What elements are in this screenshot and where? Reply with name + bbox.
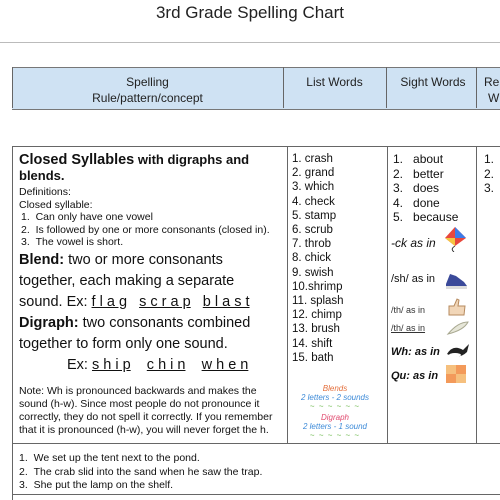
list-item: 3. xyxy=(484,181,495,195)
feather-icon xyxy=(446,320,470,336)
concept-heading-line2: blends. xyxy=(19,168,65,183)
list-item: 2. The crab slid into the sand when he saw the trap. xyxy=(19,465,263,478)
header-review-label2: W xyxy=(488,91,500,105)
concept-heading-rest: with digraphs and xyxy=(134,152,250,167)
blend-def-3: sound. Ex: xyxy=(19,293,92,310)
column-divider xyxy=(476,146,477,443)
list-item: 5. because xyxy=(393,210,459,224)
list-item: 15. bath xyxy=(292,351,334,364)
whale-icon xyxy=(445,340,471,362)
kite-icon xyxy=(442,226,468,252)
table-header-row xyxy=(12,67,500,110)
list-item: 1. crash xyxy=(292,153,333,165)
column-divider xyxy=(386,67,387,108)
list-item: 4. done xyxy=(393,195,440,210)
sight-words xyxy=(393,152,458,225)
card-title-blends: Blends xyxy=(322,384,348,393)
blend-definition xyxy=(19,250,281,376)
card-line-digraph: 2 letters - 1 sound xyxy=(302,422,368,431)
card-examples: ~ ~ ~ ~ ~ ~ xyxy=(309,431,361,440)
header-list-words: List Words xyxy=(306,75,363,89)
rules-list xyxy=(19,211,281,249)
list-item: 11. splash xyxy=(292,295,344,308)
list-item: 10.shrimp xyxy=(292,280,343,293)
digraph-example: w h e n xyxy=(201,356,249,373)
rule-item: 3. The vowel is short. xyxy=(21,236,124,248)
header-spelling xyxy=(12,68,283,115)
digraph-def-1: two consonants combined xyxy=(78,314,251,331)
closed-syllable-label: Closed syllable: xyxy=(19,198,93,211)
row-divider xyxy=(12,494,500,495)
list-item: 13. brush xyxy=(292,323,340,336)
thumb-icon xyxy=(446,297,468,317)
list-words xyxy=(292,152,344,365)
list-item: 6. scrub xyxy=(292,224,333,237)
sound-th-2: /th/ as in xyxy=(391,323,426,333)
column-divider xyxy=(12,67,13,108)
header-spelling-label: Spelling xyxy=(126,75,169,89)
concept-heading xyxy=(19,152,281,168)
header-review xyxy=(484,68,500,115)
card-examples: ~ ~ ~ ~ ~ ~ xyxy=(309,402,361,411)
list-item: 3. which xyxy=(292,181,335,194)
quilt-icon xyxy=(445,364,467,384)
digraph-def-2: together to form only one sound. xyxy=(19,335,228,352)
list-item: 2. grand xyxy=(292,167,335,180)
card-title-digraph: Digraph xyxy=(320,413,349,422)
rule-item: 1. Can only have one vowel xyxy=(21,211,153,223)
review-column xyxy=(484,152,494,196)
digraph-term: Digraph: xyxy=(19,314,79,331)
sound-qu: Qu: as in xyxy=(391,370,439,382)
column-divider xyxy=(287,146,288,443)
blend-example: b l a s t xyxy=(202,293,250,310)
blend-def-2: together, each making a separate xyxy=(19,272,235,289)
list-item: 3. does xyxy=(393,181,440,195)
concept-cell xyxy=(19,152,281,376)
header-review-label: Re xyxy=(484,75,500,89)
sound-wh: Wh: as in xyxy=(391,346,440,358)
column-divider xyxy=(476,67,477,108)
list-item: 1. about xyxy=(393,152,444,166)
card-line-blends: 2 letters - 2 sounds xyxy=(300,393,370,402)
definitions-block xyxy=(19,186,281,249)
list-item: 5. stamp xyxy=(292,209,337,222)
digraph-example: s h i p xyxy=(91,356,131,373)
list-item: 14. shift xyxy=(292,337,333,350)
header-sight-words: Sight Words xyxy=(400,75,466,89)
row-divider xyxy=(12,443,500,444)
list-item: 12. chimp xyxy=(292,309,342,322)
page-title: 3rd Grade Spelling Chart xyxy=(155,3,345,22)
header-rule-label: Rule/pattern/concept xyxy=(92,91,203,105)
blend-term: Blend: xyxy=(19,251,65,268)
blend-example: s c r a p xyxy=(139,293,191,310)
digraph-ex-label: Ex: xyxy=(67,356,92,373)
rule-item: 2. Is followed by one or more consonants (closed in). xyxy=(21,223,270,236)
list-item: 2. xyxy=(484,166,495,181)
digraph-example: c h i n xyxy=(146,356,186,373)
list-item: 1. We set up the tent next to the pond. xyxy=(19,452,200,464)
list-item: 7. throb xyxy=(292,238,332,251)
sound-ck: -ck as in xyxy=(391,236,436,250)
list-item: 3. She put the lamp on the shelf. xyxy=(19,479,174,491)
column-divider xyxy=(283,67,284,108)
blend-example: f l a g xyxy=(91,293,128,310)
sentences-list xyxy=(19,452,262,493)
list-item: 1. xyxy=(484,152,495,166)
column-divider xyxy=(12,146,13,500)
blend-digraph-card xyxy=(294,384,376,440)
shoe-icon xyxy=(444,268,468,290)
list-item: 2. better xyxy=(393,166,444,181)
divider xyxy=(0,42,500,43)
list-item: 8. chick xyxy=(292,252,331,265)
row-divider xyxy=(12,146,500,147)
concept-heading-main: Closed Syllables xyxy=(19,152,135,168)
list-item: 4. check xyxy=(292,195,335,208)
sound-sh: /sh/ as in xyxy=(391,273,436,285)
list-item: 9. swish xyxy=(292,266,334,279)
note-text: Note: Wh is pronounced backwards and makes the sound (h-w). Since most people do not pronounce it correctly, they do not spell it correctly. If you remember that it is pronounced (h-w), you will never forget the h. xyxy=(19,385,273,436)
sound-th-1: /th/ as in xyxy=(391,305,426,315)
column-divider xyxy=(387,146,388,443)
definitions-label: Definitions: xyxy=(19,186,71,198)
blend-def-1: two or more consonants xyxy=(64,251,223,268)
